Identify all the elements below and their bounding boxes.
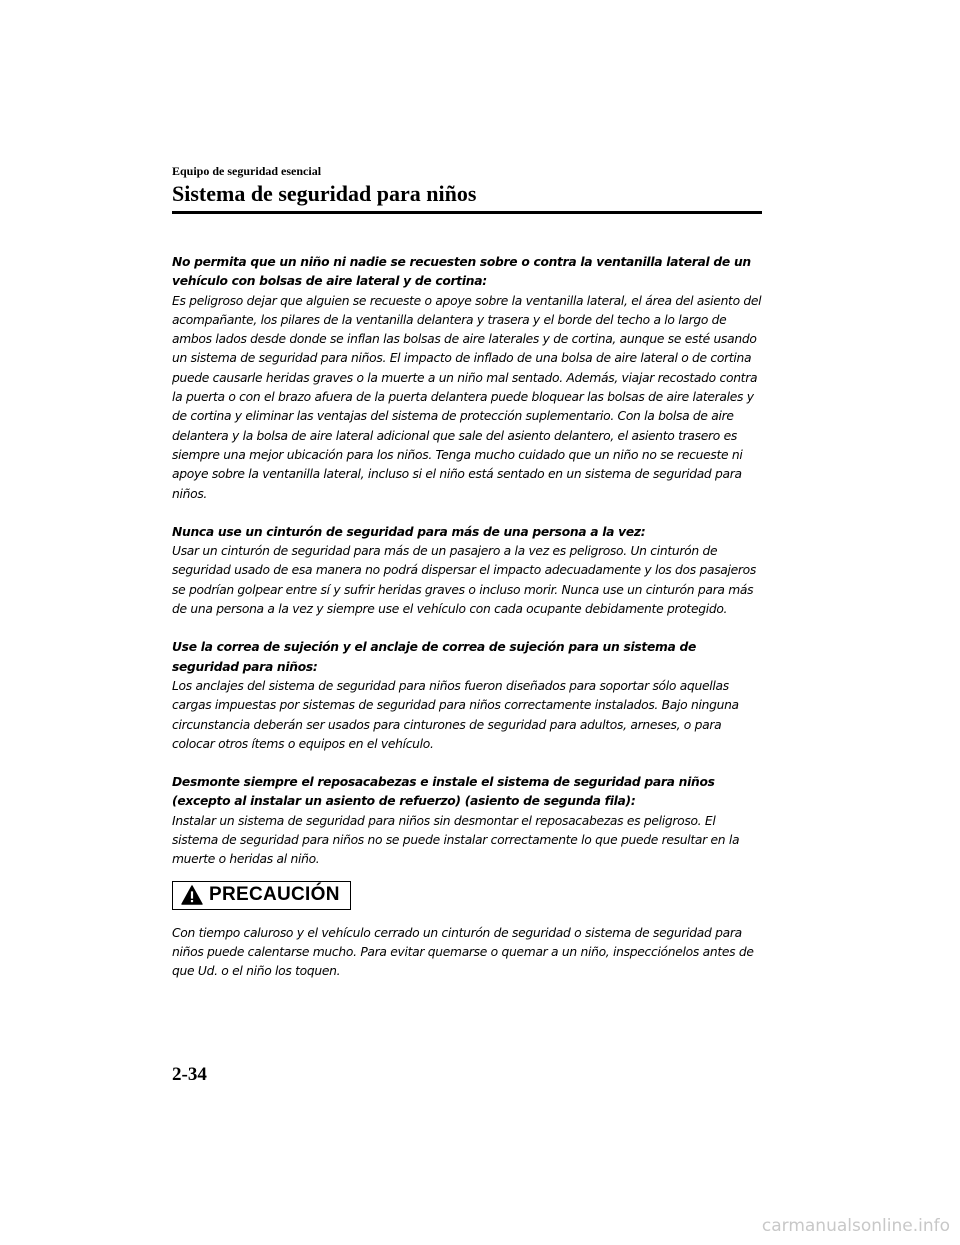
warning-block <box>172 253 764 504</box>
block-heading: No permita que un niño ni nadie se recuesten sobre o contra la ventanilla lateral de un vehículo con bolsas de aire lateral y de cortina: <box>172 255 751 289</box>
caution-box <box>172 881 351 910</box>
warning-block <box>172 523 764 619</box>
block-text: Usar un cinturón de seguridad para más de un pasajero a la vez es peligroso. Un cinturón de seguridad usado de esa manera no podrá dispersar el impacto adecuadamente y los dos pasajeros se podrían golpear entre sí y sufrir heridas graves o incluso morir. Nunca use un cinturón para más de una persona a la vez y siempre use el vehículo con cada ocupante debidamente protegido. <box>172 544 757 617</box>
page-header <box>172 164 762 214</box>
warning-block <box>172 773 764 869</box>
title-divider <box>172 211 762 214</box>
page-title: Sistema de seguridad para niños <box>172 181 477 206</box>
caution-text: Con tiempo caluroso y el vehículo cerrado un cinturón de seguridad o sistema de seguridad para niños puede calentarse mucho. Para evitar quemarse o quemar a un niño, inspecciónelos antes de que Ud. o el niño los toquen. <box>172 925 754 979</box>
block-text: Es peligroso dejar que alguien se recueste o apoye sobre la ventanilla lateral, el área del asiento del acompañante, los pilares de la ventanilla delantera y trasera y el borde del techo a lo largo de ambos lados desde donde se inflan las bolsas de aire laterales y de cortina, aunque se esté usando un sistema de seguridad para niños. El impacto de inflado de una bolsa de aire lateral o de cortina puede causarle heridas graves o la muerte a un niño mal sentado. Además, viajar recostado contra la puerta o con el brazo afuera de la puerta delantera puede bloquear las bolsas de aire laterales y de cortina y eliminar las ventajas del sistema de protección suplementario. Con la bolsa de aire delantera y la bolsa de aire lateral adicional que sale del asiento delantero, el asiento trasero es siempre una mejor ubicación para los niños. Tenga mucho cuidado que un niño no se recueste ni apoye sobre la ventanilla lateral, incluso si el niño está sentado en un sistema de seguridad para niños. <box>172 293 762 501</box>
page-number: 2-34 <box>172 1064 207 1085</box>
block-text: Los anclajes del sistema de seguridad para niños fueron diseñados para soportar sólo aquellas cargas impuestas por sistemas de seguridad para niños correctamente instalados. Bajo ninguna circunstancia deberán ser usados para cinturones de seguridad para adultos, arneses, o para colocar otros ítems o equipos en el vehículo. <box>172 678 739 751</box>
block-heading: Use la correa de sujeción y el anclaje de correa de sujeción para un sistema de seguridad para niños: <box>172 640 697 674</box>
caution-label: PRECAUCIÓN <box>209 884 340 906</box>
section-label: Equipo de seguridad esencial <box>172 164 322 178</box>
warning-triangle-icon <box>181 885 203 905</box>
page-content <box>172 253 764 982</box>
block-heading: Desmonte siempre el reposacabezas e instale el sistema de seguridad para niños (excepto al instalar un asiento de refuerzo) (asiento de segunda fila): <box>172 775 715 809</box>
warning-block <box>172 638 764 754</box>
block-text: Instalar un sistema de seguridad para niños sin desmontar el reposacabezas es peligroso. El sistema de seguridad para niños no se puede instalar correctamente lo que puede resultar en la muerte o heridas al niño. <box>172 813 740 867</box>
block-heading: Nunca use un cinturón de seguridad para más de una persona a la vez: <box>172 524 646 539</box>
watermark-text: carmanualsonline.info <box>761 1216 950 1236</box>
